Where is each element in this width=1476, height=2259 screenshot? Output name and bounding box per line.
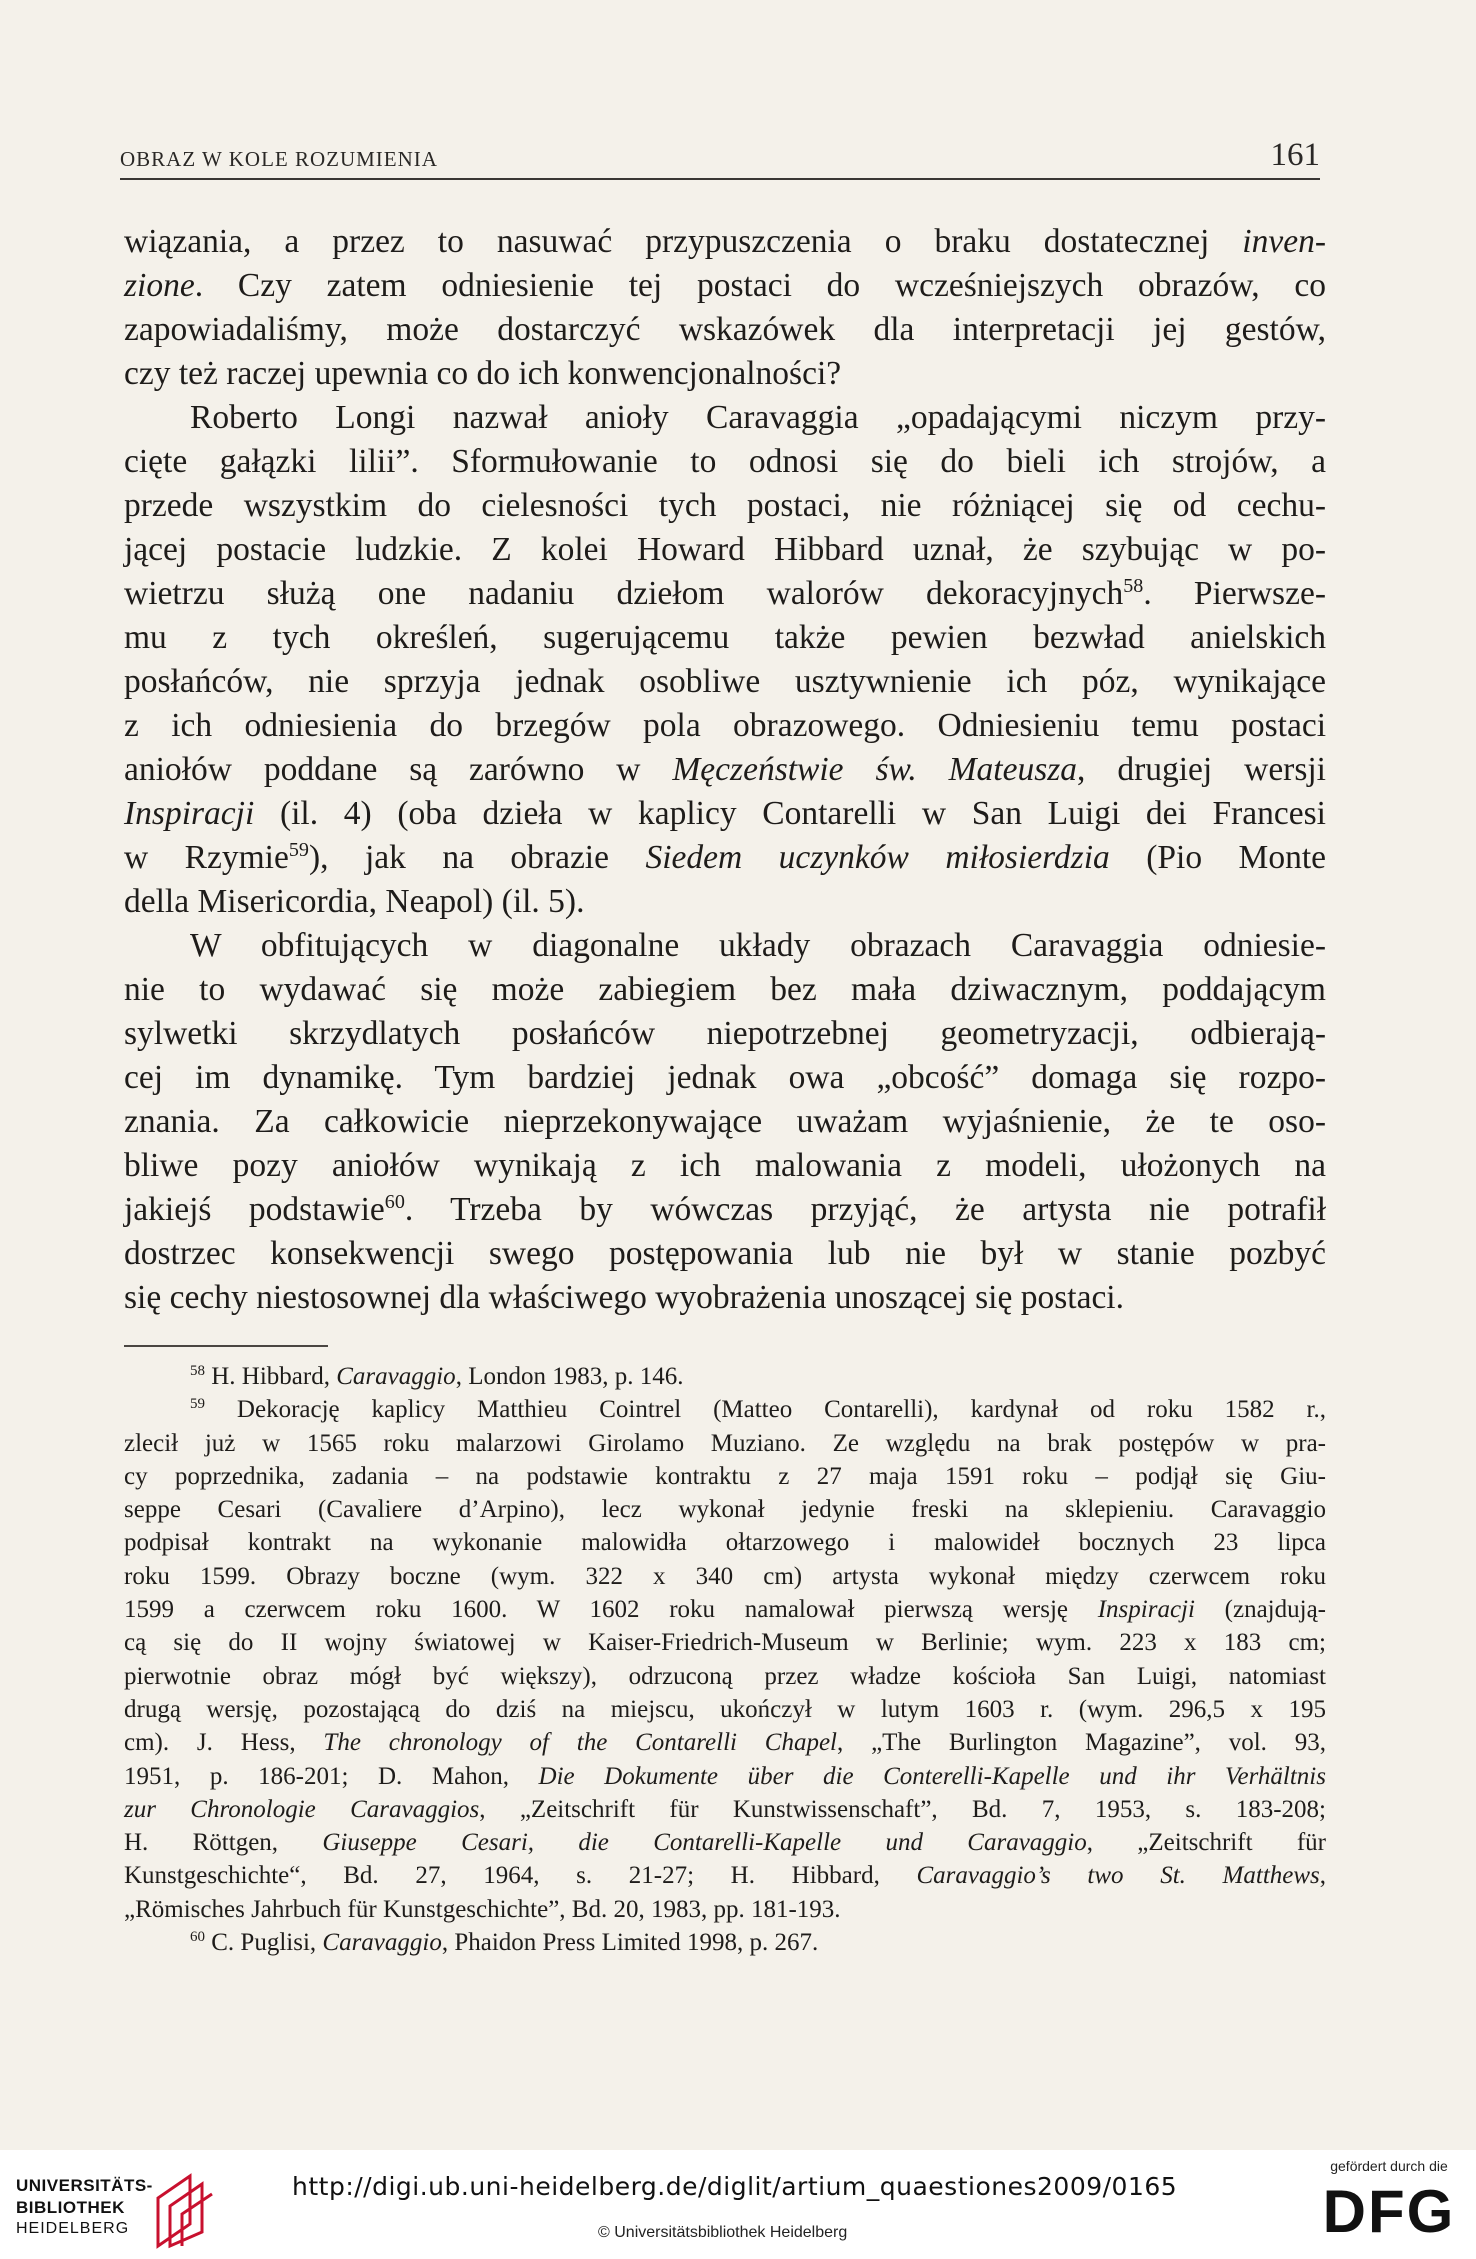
copyright-notice: © Universitätsbibliothek Heidelberg — [598, 2224, 848, 2241]
footnote-line: cm). J. Hess, The chronology of the Contarelli Chapel, „The Burlington Magazine”, vol. 93, — [124, 1729, 1327, 1757]
footnote-line: $^{59}$ Dekorację kaplicy Matthieu Cointrel (Matteo Contarelli), kardynał od roku 1582 r., — [190, 1396, 1326, 1424]
footnote-number: 60 — [190, 1929, 205, 1946]
digitization-footer — [0, 2150, 1476, 2259]
footnote-line: $^{60}$ C. Puglisi, Caravaggio, Phaidon Press Limited 1998, p. 267. — [190, 1929, 819, 1957]
footnote-line: Kunstgeschichte“, Bd. 27, 1964, s. 21-27; H. Hibbard, Caravaggio’s two St. Matthews, — [124, 1862, 1327, 1890]
text-line: z ich odniesienia do brzegów pola obrazowego. Odniesieniu temu postaci — [124, 707, 1326, 744]
footnote-ref: 60 — [384, 1190, 405, 1213]
text-line: sylwetki skrzydlatych posłańców niepotrzebnej geometryzacji, odbierają- — [124, 1015, 1326, 1052]
text-line: w Rzymie$^{59}$), jak na obrazie Siedem uczynków miłosierdzia (Pio Monte — [124, 838, 1326, 876]
footnote-line: zlecił już w 1565 roku malarzowi Girolamo Muziano. Ze względu na brak postępów w pra- — [124, 1429, 1326, 1457]
text-line: cięte gałązki lilii”. Sformułowanie to odnosi się do bieli ich strojów, a — [124, 443, 1326, 480]
running-head — [120, 138, 1320, 178]
text-line: zapowiadaliśmy, może dostarczyć wskazówek dla interpretacji jej gestów, — [124, 311, 1326, 348]
text-line: bliwe pozy aniołów wynikają z ich malowania z modeli, ułożonych na — [124, 1147, 1326, 1184]
library-name-line2: BIBLIOTHEK — [16, 2198, 125, 2217]
text-line: zione. Czy zatem odniesienie tej postaci do wcześniejszych obrazów, co — [124, 267, 1326, 304]
footnote-line: seppe Cesari (Cavaliere d’Arpino), lecz wykonał jedynie freski na sklepieniu. Caravaggio — [124, 1496, 1326, 1524]
text-line: mu z tych określeń, sugerującemu także pewien bezwład anielskich — [124, 619, 1326, 656]
footnote-line: zur Chronologie Caravaggios, „Zeitschrift für Kunstwissenschaft”, Bd. 7, 1953, s. 183-208; — [124, 1795, 1326, 1823]
text-line: cej im dynamikę. Tym bardziej jednak owa „obcość” domaga się rozpo- — [124, 1059, 1326, 1096]
text-line: czy też raczej upewnia co do ich konwencjonalności? — [124, 355, 842, 392]
footnotes — [124, 1360, 1326, 1959]
text-line: della Misericordia, Neapol) (il. 5). — [124, 883, 585, 920]
library-mark-icon — [150, 2168, 220, 2250]
footnote-line: 1599 a czerwcem roku 1600. W 1602 roku namalował pierwszą wersję Inspiracji (znajdują- — [124, 1596, 1326, 1624]
text-line: dostrzec konsekwencji swego postępowania lub nie był w stanie pozbyć — [124, 1235, 1326, 1272]
text-line: Inspiracji (il. 4) (oba dzieła w kaplicy Contarelli w San Luigi dei Francesi — [124, 795, 1326, 832]
footnote-line: roku 1599. Obrazy boczne (wym. 322 x 340 cm) artysta wykonał między czerwcem roku — [124, 1562, 1326, 1590]
text-line: jakiejś podstawie$^{60}$. Trzeba by wówczas przyjąć, że artysta nie potrafił — [124, 1190, 1327, 1228]
footnote-line: „Römisches Jahrbuch für Kunstgeschichte”, Bd. 20, 1983, pp. 181-193. — [124, 1895, 841, 1923]
library-name-line3: HEIDELBERG — [16, 2220, 130, 2237]
header-rule — [120, 178, 1320, 180]
text-line: wietrzu służą one nadaniu dziełom walorów dekoracyjnych$^{58}$. Pierwsze- — [124, 574, 1326, 612]
text-line: jącej postacie ludzkie. Z kolei Howard Hibbard uznał, że szybując w po- — [124, 531, 1326, 568]
text-line: posłańców, nie sprzyja jednak osobliwe usztywnienie ich póz, wynikające — [124, 663, 1326, 700]
library-logo[interactable] — [16, 2168, 216, 2248]
footnote-ref: 59 — [288, 838, 309, 861]
footnote-separator — [124, 1345, 328, 1347]
text-line: aniołów poddane są zarówno w Męczeństwie św. Mateusza, drugiej wersji — [124, 751, 1326, 788]
footnote-ref: 58 — [1123, 574, 1144, 597]
footnote-line: cy poprzednika, zadania – na podstawie kontraktu z 27 maja 1591 roku – podjął się Giu- — [124, 1462, 1326, 1490]
text-line: nie to wydawać się może zabiegiem bez mała dziwacznym, poddającym — [124, 971, 1326, 1008]
text-line: Roberto Longi nazwał anioły Caravaggia „opadającymi niczym przy- — [190, 399, 1326, 436]
footnote-line: drugą wersję, pozostającą do dziś na miejscu, ukończył w lutym 1603 r. (wym. 296,5 x 195 — [124, 1695, 1326, 1723]
text-line: W obfitujących w diagonalne układy obrazach Caravaggia odniesie- — [190, 927, 1326, 964]
permalink-url[interactable]: http://digi.ub.uni-heidelberg.de/diglit/artium_quaestiones2009/0165 — [292, 2172, 1178, 2201]
dfg-wordmark: DFG — [1322, 2178, 1456, 2245]
footnote-number: 58 — [190, 1363, 205, 1379]
funder-caption: gefördert durch die — [1330, 2158, 1448, 2174]
text-line: się cechy niestosownej dla właściwego wyobrażenia unoszącej się postaci. — [124, 1279, 1124, 1316]
text-line: znania. Za całkowicie nieprzekonywające uważam wyjaśnienie, że te oso- — [124, 1103, 1326, 1140]
text-line: wiązania, a przez to nasuwać przypuszczenia o braku dostatecznej inven- — [124, 223, 1326, 260]
footnote-number: 59 — [190, 1396, 205, 1413]
text-line: przede wszystkim do cielesności tych postaci, nie różniącej się od cechu- — [124, 487, 1326, 524]
footnote-line: cą się do II wojny światowej w Kaiser-Friedrich-Museum w Berlinie; wym. 223 x 183 cm; — [124, 1629, 1326, 1657]
footnote-line: podpisał kontrakt na wykonanie malowidła ołtarzowego i malowideł bocznych 23 lipca — [124, 1529, 1326, 1557]
footnote-line: $^{58}$ H. Hibbard, Caravaggio, London 1983, p. 146. — [190, 1363, 684, 1390]
footnote-line: pierwotnie obraz mógł być większy), odrzuconą przez władze kościoła San Luigi, natomiast — [124, 1662, 1326, 1690]
footnote-line: H. Röttgen, Giuseppe Cesari, die Contarelli-Kapelle und Caravaggio, „Zeitschrift für — [124, 1829, 1326, 1857]
page-number: 161 — [1270, 137, 1320, 173]
running-head-title: OBRAZ W KOLE ROZUMIENIA — [120, 147, 438, 171]
footnote-line: 1951, p. 186-201; D. Mahon, Die Dokumente über die Conterelli-Kapelle und ihr Verhältnis — [124, 1762, 1326, 1790]
main-text — [124, 220, 1326, 1320]
library-name-line1: UNIVERSITÄTS- — [16, 2176, 153, 2195]
dfg-logo[interactable] — [1314, 2158, 1464, 2254]
